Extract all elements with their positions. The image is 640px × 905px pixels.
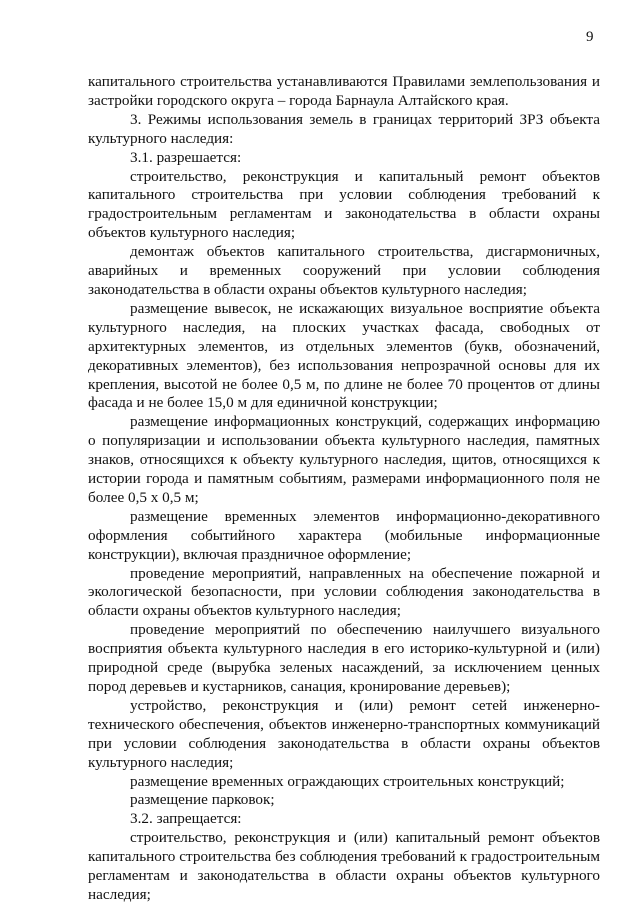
list-item-paragraph: размещение информационных конструкций, содержащих информацию о популяризации и использовании объекта культурного наследия, памятных знаков, относящихся к объекту культурного наследия, щитов, относящихся к истории города и памятным событиям, размерами информационного поля не более 0,5 х 0,5 м; <box>88 413 600 506</box>
list-item-paragraph: строительство, реконструкция и (или) капитальный ремонт объектов капитального строительства без соблюдения требований к градостроительным регламентам и законодательства в области охраны объектов культурного наследия; <box>88 829 600 903</box>
subsection-heading-3-2: 3.2. запрещается: <box>130 810 242 828</box>
list-item-paragraph: размещение временных ограждающих строительных конструкций; <box>130 772 565 790</box>
paragraph-continuation: капитального строительства устанавливаются Правилами землепользования и застройки городского округа – города Барнаула Алтайского края. <box>88 73 600 109</box>
list-item-paragraph: устройство, реконструкция и (или) ремонт сетей инженерно-технического обеспечения, объектов инженерно-транспортных коммуникаций при условии соблюдения законодательства в области охраны объектов культурного наследия; <box>88 696 600 771</box>
list-item-paragraph: демонтаж объектов капитального строительства, дисгармоничных, аварийных и временных сооружений при условии соблюдения законодательства в области охраны объектов культурного наследия; <box>88 243 600 298</box>
list-item-paragraph: проведение мероприятий по обеспечению наилучшего визуального восприятия объекта культурного наследия в его историко-культурной и (или) природной среде (вырубка зеленых насаждений, за исключением ценных пород деревьев и кустарников, санация, кронирование деревьев); <box>88 621 600 695</box>
subsection-heading-3-1: 3.1. разрешается: <box>130 148 242 166</box>
list-item-paragraph: размещение вывесок, не искажающих визуальное восприятие объекта культурного наследия, на плоских участках фасада, свободных от архитектурных элементов, из отдельных элементов (букв, обозначений, декоративных элементов), без использования непрозрачной основы для их крепления, высотой не более 0,5 м, по длине не более 70 процентов от длины фасада и не более 15,0 м для единичной конструкции; <box>88 299 600 412</box>
list-item-paragraph: размещение временных элементов информационно-декоративного оформления событийного характера (мобильные информационные конструкции), включая праздничное оформление; <box>88 507 600 563</box>
list-item-paragraph: строительство, реконструкция и капитальный ремонт объектов капитального строительства при условии соблюдения требований к градостроительным регламентам и законодательства в области охраны объектов культурного наследия; <box>88 167 600 242</box>
list-item-paragraph: проведение мероприятий, направленных на обеспечение пожарной и экологической безопасности, при условии соблюдения законодательства в области охраны объектов культурного наследия; <box>88 564 600 620</box>
list-item-paragraph: размещение парковок; <box>130 791 275 809</box>
document-body <box>88 73 600 905</box>
page-number: 9 <box>586 29 594 45</box>
section-heading-3: 3. Режимы использования земель в границах территорий ЗРЗ объекта культурного наследия: <box>88 110 600 147</box>
